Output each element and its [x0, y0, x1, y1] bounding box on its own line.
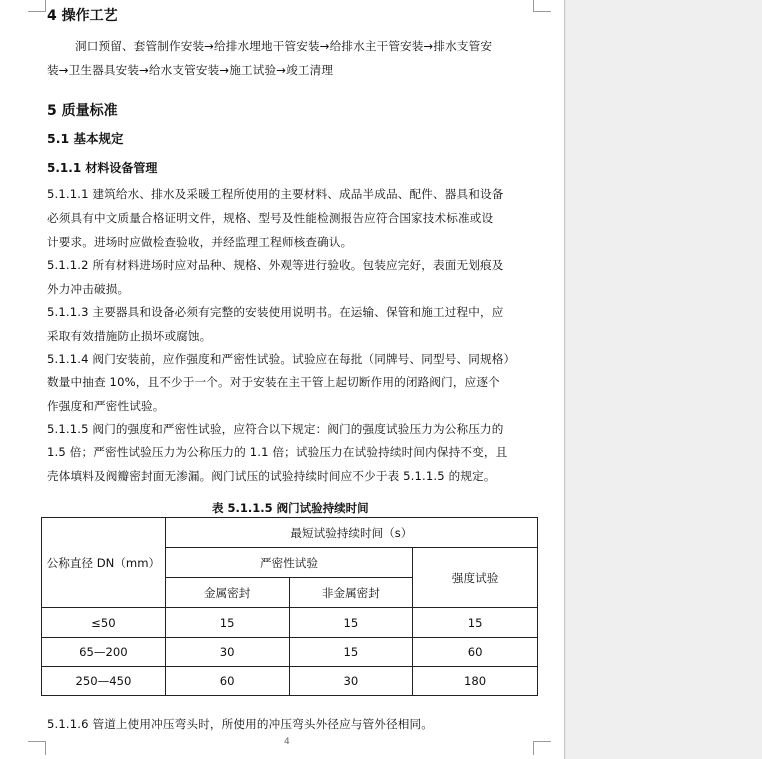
cell-nonmetal: 30 [289, 667, 413, 696]
body-line: 外力冲击破损。 [47, 282, 130, 296]
cell-strength: 180 [413, 667, 538, 696]
section-4-paragraph-line-1: 洞口预留、套管制作安装→给排水埋地干管安装→给排水主干管安装→排水支管安 [75, 39, 493, 53]
body-line: 必须具有中文质量合格证明文件，规格、型号及性能检测报告应符合国家技术标准或设 [47, 211, 494, 225]
header-tightness-test: 严密性试验 [165, 548, 412, 578]
body-line: 1.5 倍；严密性试验压力为公称压力的 1.1 倍；试验压力在试验持续时间内保持不变，且 [47, 445, 508, 459]
viewer-background [566, 0, 762, 759]
header-metal-seal: 金属密封 [165, 578, 289, 608]
body-line-after-table: 5.1.1.6 管道上使用冲压弯头时，所使用的冲压弯头外径应与管外径相同。 [47, 717, 434, 731]
body-line: 计要求。进场时应做检查验收，并经监理工程师核查确认。 [47, 235, 353, 249]
header-nonmetal-seal: 非金属密封 [289, 578, 413, 608]
section-4-heading: 4 操作工艺 [47, 8, 118, 24]
cell-metal: 60 [165, 667, 289, 696]
crop-mark-top-left [28, 0, 46, 12]
cell-strength: 15 [413, 608, 538, 638]
cell-dn: ≤50 [42, 608, 166, 638]
body-line: 5.1.1.2 所有材料进场时应对品种、规格、外观等进行验收。包装应完好，表面无划痕及 [47, 258, 504, 272]
section-5-heading: 5 质量标准 [47, 103, 118, 119]
header-min-duration: 最短试验持续时间（s） [165, 518, 537, 548]
body-line: 5.1.1.4 阀门安装前，应作强度和严密性试验。试验应在每批（同牌号、同型号、同规格） [47, 352, 516, 366]
body-line: 5.1.1.5 阀门的强度和严密性试验，应符合以下规定：阀门的强度试验压力为公称压力的 [47, 422, 504, 436]
page-number: 4 [284, 737, 290, 747]
cell-nonmetal: 15 [289, 638, 413, 667]
body-line: 作强度和严密性试验。 [47, 399, 165, 413]
body-line: 5.1.1.3 主要器具和设备必须有完整的安装使用说明书。在运输、保管和施工过程中，应 [47, 305, 504, 319]
cell-metal: 15 [165, 608, 289, 638]
table-row [42, 608, 538, 638]
body-line: 数量中抽查 10%，且不少于一个。对于安装在主干管上起切断作用的闭路阀门，应逐个 [47, 375, 500, 389]
section-4-paragraph-line-2: 装→卫生器具安装→给水支管安装→施工试验→竣工清理 [47, 63, 334, 77]
crop-mark-top-right [533, 0, 551, 12]
body-line: 壳体填料及阀瓣密封面无渗漏。阀门试压的试验持续时间应不少于表 5.1.1.5 的规定。 [47, 469, 496, 483]
cell-dn: 65—200 [42, 638, 166, 667]
crop-mark-bottom-left [28, 741, 46, 755]
cell-nonmetal: 15 [289, 608, 413, 638]
body-line: 采取有效措施防止损坏或腐蚀。 [47, 329, 212, 343]
cell-dn: 250—450 [42, 667, 166, 696]
crop-mark-bottom-right [533, 741, 551, 755]
cell-metal: 30 [165, 638, 289, 667]
body-line: 5.1.1.1 建筑给水、排水及采暖工程所使用的主要材料、成品半成品、配件、器具和设备 [47, 187, 504, 201]
section-5-1-1-heading: 5.1.1 材料设备管理 [47, 161, 158, 175]
table-row [42, 667, 538, 696]
table-row [42, 638, 538, 667]
header-strength-test: 强度试验 [413, 548, 538, 608]
section-5-1-heading: 5.1 基本规定 [47, 131, 124, 146]
table-caption: 表 5.1.1.5 阀门试验持续时间 [212, 501, 369, 515]
valve-test-duration-table [41, 517, 538, 696]
header-dn: 公称直径 DN（mm） [42, 518, 166, 608]
cell-strength: 60 [413, 638, 538, 667]
